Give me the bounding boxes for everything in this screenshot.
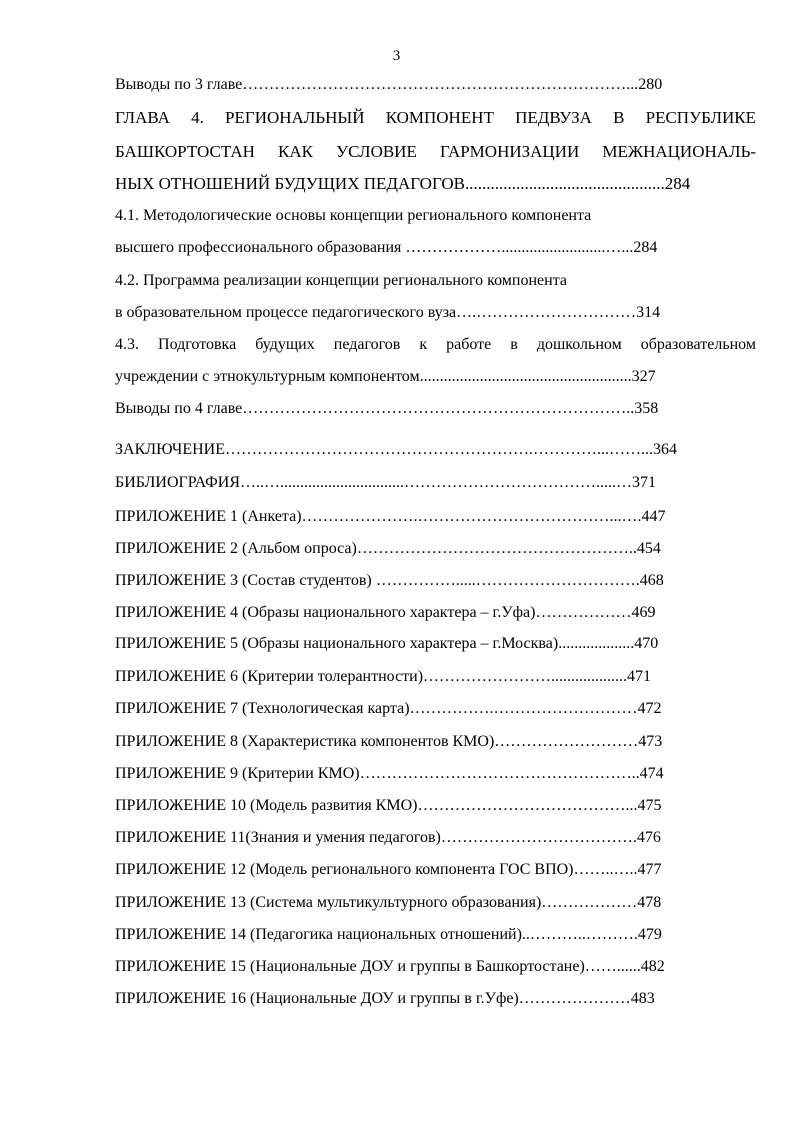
toc-section-4-2-line-1: 4.2. Программа реализации концепции регионального компонента [115,272,567,289]
toc-entry-appendix-7: ПРИЛОЖЕНИЕ 7 (Технологическая карта)…………….………………………472 [115,700,662,717]
toc-chapter-4-heading-line-2: БАШКОРТОСТАН КАК УСЛОВИЕ ГАРМОНИЗАЦИИ МЕЖНАЦИОНАЛЬ- [115,142,756,161]
toc-entry-appendix-10: ПРИЛОЖЕНИЕ 10 (Модель развития КМО)…………………………………...475 [115,797,662,814]
toc-entry-appendix-6: ПРИЛОЖЕНИЕ 6 (Критерии толерантности)……………………...................471 [115,668,652,685]
toc-entry-bibliography: БИБЛИОГРАФИЯ…..…...............................……………………………….....…371 [115,474,657,491]
toc-entry-appendix-15: ПРИЛОЖЕНИЕ 15 (Национальные ДОУ и группы в Башкортостане)……......482 [115,958,665,975]
toc-section-4-3-line-1: 4.3. Подготовка будущих педагогов к работе в дошкольном образовательном [115,336,756,353]
toc-section-4-3-line-2: учреждении с этнокультурным компонентом.....................................................327 [115,368,656,385]
toc-section-4-1-line-2: высшего профессионального образования ………………..........................…...284 [115,239,658,256]
toc-entry-appendix-14: ПРИЛОЖЕНИЕ 14 (Педагогика национальных отношений)..………..……….479 [115,926,662,943]
toc-entry-appendix-4: ПРИЛОЖЕНИЕ 4 (Образы национального характера – г.Уфа)………………469 [115,604,656,621]
toc-entry-conclusions-chapter-4: Выводы по 4 главе………………………………………………………………..358 [115,400,659,417]
toc-entry-conclusions-chapter-3: Выводы по 3 главе………………………………………………………………...280 [115,76,663,93]
toc-entry-appendix-9: ПРИЛОЖЕНИЕ 9 (Критерии КМО)……………………………………………..474 [115,765,664,782]
toc-entry-appendix-13: ПРИЛОЖЕНИЕ 13 (Система мультикультурного образования)………………478 [115,894,662,911]
toc-section-4-2-line-2: в образовательном процессе педагогического вуза….…………………………314 [115,304,661,321]
toc-chapter-4-heading-line-3: НЫХ ОТНОШЕНИЙ БУДУЩИХ ПЕДАГОГОВ...............................................284 [115,174,691,193]
page-number: 3 [392,48,401,64]
toc-chapter-4-heading-line-1: ГЛАВА 4. РЕГИОНАЛЬНЫЙ КОМПОНЕНТ ПЕДВУЗА В РЕСПУБЛИКЕ [115,108,756,127]
toc-entry-appendix-11: ПРИЛОЖЕНИЕ 11(Знания и умения педагогов)……………………………….476 [115,829,661,846]
toc-entry-appendix-5: ПРИЛОЖЕНИЕ 5 (Образы национального характера – г.Москва)...................470 [115,635,659,652]
toc-entry-appendix-1: ПРИЛОЖЕНИЕ 1 (Анкета)………………….………………………………...….447 [115,508,666,525]
toc-entry-appendix-12: ПРИЛОЖЕНИЕ 12 (Модель регионального компонента ГОС ВПО)……..…..477 [115,861,662,878]
toc-entry-appendix-2: ПРИЛОЖЕНИЕ 2 (Альбом опроса)……………………………………………..454 [115,540,661,557]
toc-entry-appendix-8: ПРИЛОЖЕНИЕ 8 (Характеристика компонентов КМО)………………………473 [115,733,663,750]
toc-section-4-1-line-1: 4.1. Методологические основы концепции регионального компонента [115,207,592,224]
toc-entry-appendix-3: ПРИЛОЖЕНИЕ 3 (Состав студентов) …………….....………………………….468 [115,572,664,589]
toc-entry-appendix-16: ПРИЛОЖЕНИЕ 16 (Национальные ДОУ и группы в г.Уфе)…………………483 [115,990,655,1007]
toc-entry-conclusion: ЗАКЛЮЧЕНИЕ………………………………………………….…………...……...364 [115,441,677,458]
